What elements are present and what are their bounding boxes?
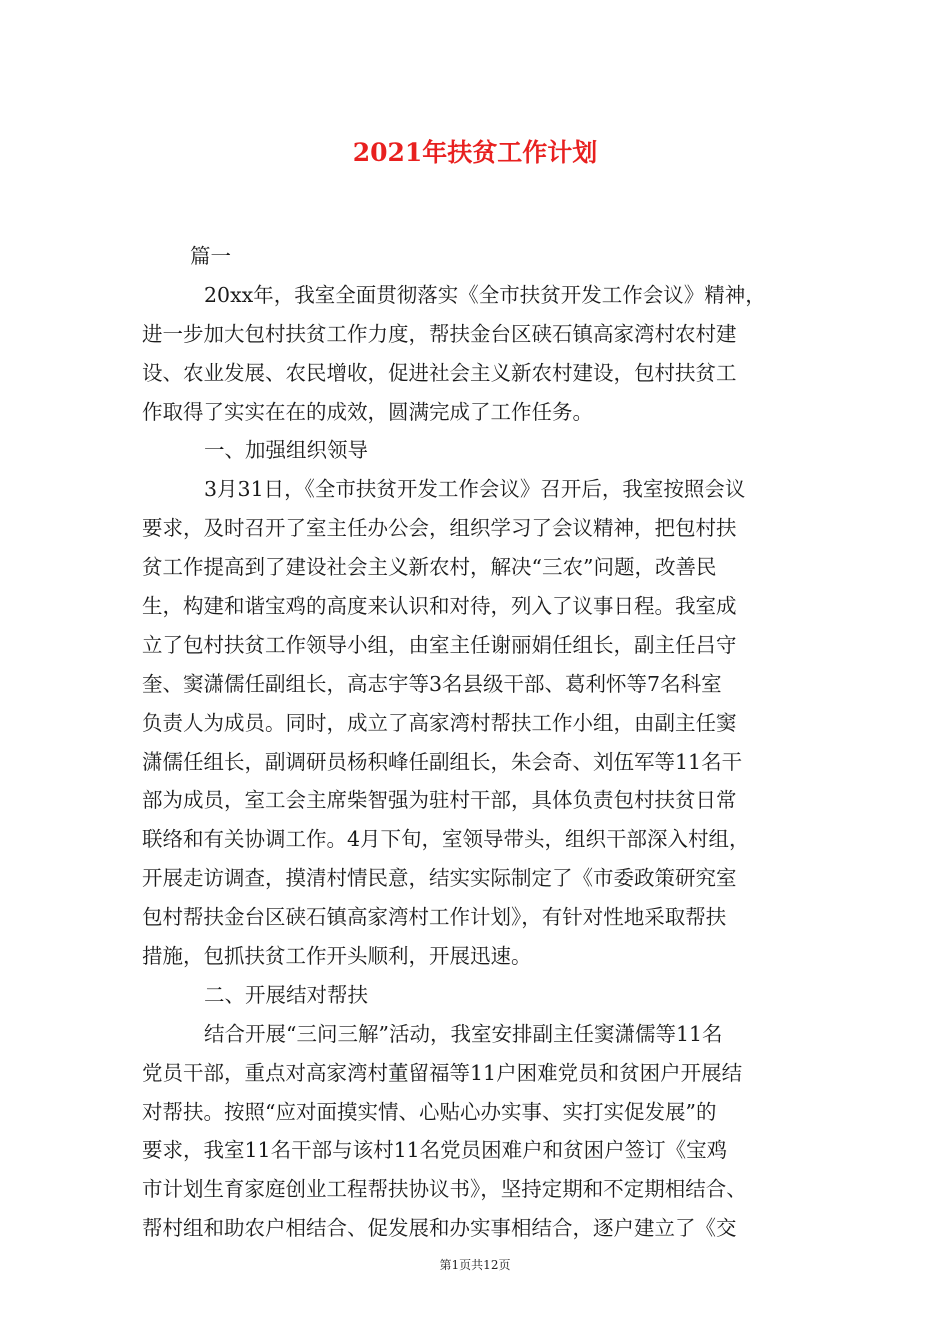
paragraph-line: 设、农业发展、农民增收，促进社会主义新农村建设，包村扶贫工 — [142, 360, 737, 385]
section-label: 篇一 — [190, 244, 231, 268]
paragraph-line: 20xx年，我室全面贯彻落实《全市扶贫开发工作会议》精神， — [204, 282, 766, 307]
paragraph-line: 负责人为成员。同时，成立了高家湾村帮扶工作小组，由副主任窦 — [142, 710, 737, 735]
paragraph-line: 措施，包抓扶贫工作开头顺利，开展迅速。 — [142, 944, 532, 969]
paragraph-line: 包村帮扶金台区硖石镇高家湾村工作计划》，有针对性地采取帮扶 — [142, 905, 727, 930]
page-title: 2021年扶贫工作计划 — [352, 138, 598, 167]
paragraph-line: 潇儒任组长，副调研员杨积峰任副组长，朱会奇、刘伍军等11名干 — [142, 749, 743, 774]
paragraph-line: 3月31日，《全市扶贫开发工作会议》召开后，我室按照会议 — [204, 477, 746, 502]
page-number: 第1页共12页 — [439, 1258, 511, 1272]
document-body — [142, 237, 806, 1248]
paragraph-line: 立了包村扶贫工作领导小组，由室主任谢丽娟任组长，副主任吕守 — [142, 632, 737, 657]
paragraph-line: 要求，我室11名干部与该村11名党员困难户和贫困户签订《宝鸡 — [142, 1138, 728, 1163]
paragraph-line: 奎、窦潇儒任副组长，高志宇等3名县级干部、葛利怀等7名科室 — [142, 671, 722, 696]
paragraph-line: 帮村组和助农户相结合、促发展和办实事相结合，逐户建立了《交 — [142, 1216, 737, 1241]
paragraph-line: 结合开展“三问三解”活动，我室安排副主任窦潇儒等11名 — [204, 1021, 723, 1046]
paragraph-line: 联络和有关协调工作。4月下旬，室领导带头，组织干部深入村组， — [142, 827, 750, 852]
paragraph-line: 生，构建和谐宝鸡的高度来认识和对待，列入了议事日程。我室成 — [142, 594, 737, 619]
paragraph-line: 对帮扶。按照“应对面摸实情、心贴心办实事、实打实促发展”的 — [142, 1099, 717, 1124]
paragraph-line: 党员干部，重点对高家湾村董留福等11户困难党员和贫困户开展结 — [142, 1060, 743, 1085]
section-heading: 二、开展结对帮扶 — [204, 982, 368, 1007]
paragraph-line: 要求，及时召开了室主任办公会，组织学习了会议精神，把包村扶 — [142, 516, 737, 541]
paragraph-line: 贫工作提高到了建设社会主义新农村，解决“三农”问题，改善民 — [142, 555, 717, 580]
section-heading: 一、加强组织领导 — [204, 438, 368, 463]
paragraph-line: 开展走访调查，摸清村情民意，结实实际制定了《市委政策研究室 — [142, 866, 737, 891]
paragraph-line: 作取得了实实在在的成效，圆满完成了工作任务。 — [142, 399, 593, 424]
paragraph-line: 进一步加大包村扶贫工作力度，帮扶金台区硖石镇高家湾村农村建 — [142, 321, 737, 346]
paragraph-line: 市计划生育家庭创业工程帮扶协议书》，坚持定期和不定期相结合、 — [142, 1177, 747, 1202]
paragraph-line: 部为成员，室工会主席柴智强为驻村干部，具体负责包村扶贫日常 — [142, 788, 737, 813]
